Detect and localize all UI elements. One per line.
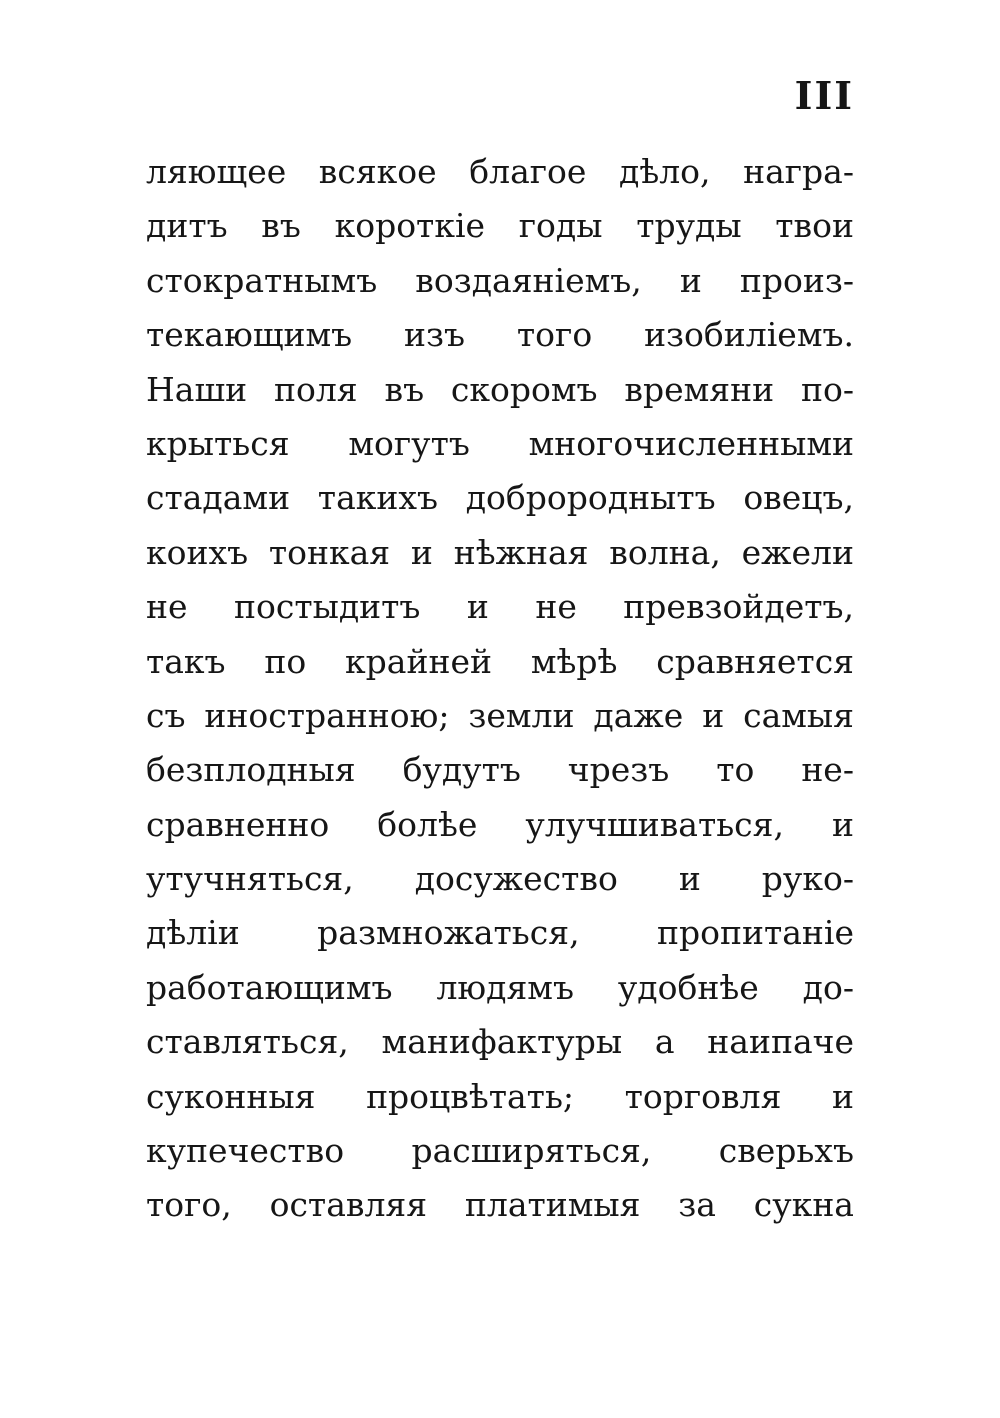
- text-line: съ иностранною; земли даже и самыя: [146, 695, 854, 735]
- text-line: коихъ тонкая и нѣжная волна, ежели: [146, 532, 854, 572]
- text-line: дитъ въ короткіе годы труды твои: [146, 206, 854, 246]
- text-line: стадами такихъ добророднытъ овецъ,: [146, 478, 854, 518]
- text-line: крыться могутъ многочисленными: [146, 423, 854, 463]
- text-line: текающимъ изъ того изобиліемъ.: [146, 315, 854, 355]
- text-line: ставляться, манифактуры а наипаче: [146, 1022, 854, 1062]
- text-line: безплодныя будутъ чрезъ то не-: [146, 750, 854, 790]
- body-text: [146, 145, 854, 1233]
- text-line: стократнымъ воздаяніемъ, и произ-: [146, 260, 854, 300]
- text-line: сравненно болѣе улучшиваться, и: [146, 804, 854, 844]
- text-line: купечество расширяться, сверьхъ: [146, 1131, 854, 1171]
- text-line: не постыдитъ и не превзойдетъ,: [146, 587, 854, 627]
- text-line: такъ по крайней мѣрѣ сравняется: [146, 641, 854, 681]
- text-line: дѣліи размножаться, пропитаніе: [146, 913, 854, 953]
- text-line: ляющее всякое благое дѣло, награ-: [146, 152, 854, 191]
- text-line: суконныя процвѣтать; торговля и: [146, 1076, 854, 1116]
- text-line: Наши поля въ скоромъ времяни по-: [146, 369, 854, 409]
- text-line: утучняться, досужество и руко-: [146, 859, 854, 899]
- text-line: работающимъ людямъ удобнѣе до-: [146, 967, 854, 1007]
- page-number: III: [794, 73, 854, 118]
- text-line: того, оставляя платимыя за сукна: [146, 1185, 854, 1225]
